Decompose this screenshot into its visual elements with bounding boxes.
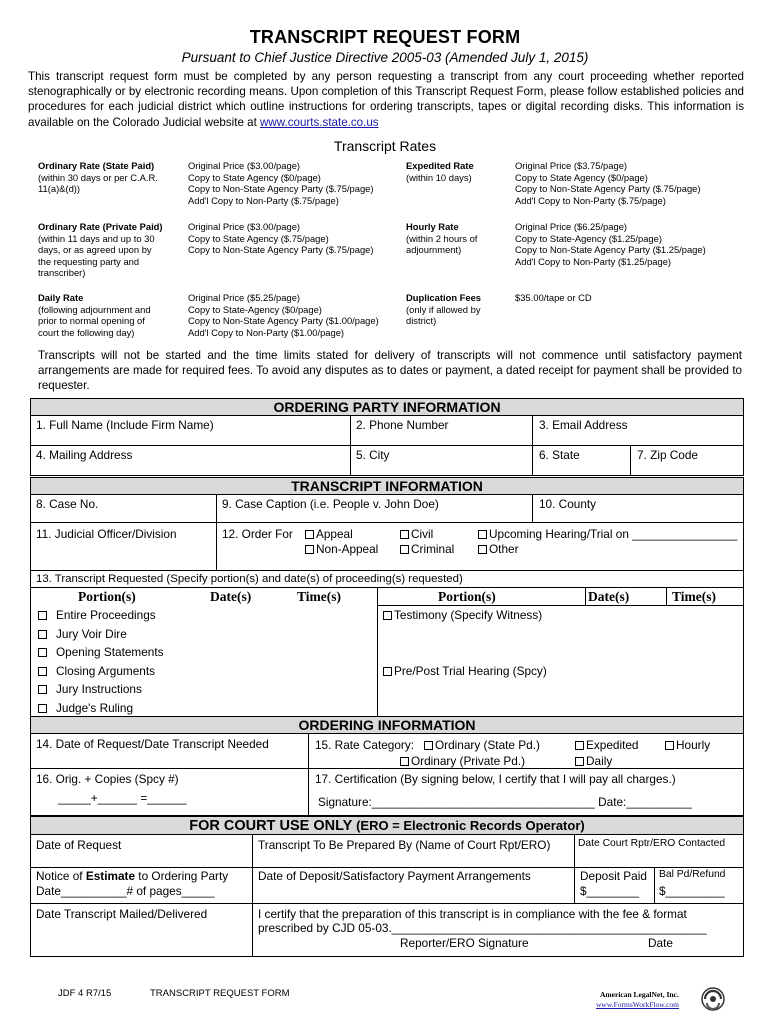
rate-description-line: 11(a)&(d)) [38,183,81,195]
pretrial-hearing-label: Pre/Post Trial Hearing (Spcy) [394,664,547,678]
rate-description-line: (only if allowed by [406,303,481,315]
rate-name: Expedited Rate [406,160,474,171]
checkbox-icon [575,757,584,766]
intro-text: This transcript request form must be completed by any person requesting a transcript from any court proceeding whether reported stenographically or by electronic recording means. Upon completion of this Transcript Request Form, please follow established policies and procedures for each judicial district which outline instructions for ordering transcripts, tapes or digital recording disks. This information is available on the Colorado Judicial website at [28,70,744,129]
checkbox-icon [478,545,487,554]
testimony-label: Testimony (Specify Witness) [394,608,543,622]
certify-text: I certify that the preparation of this transcript is in compliance with the fee & format [258,907,687,921]
rate-label [38,221,183,279]
appeal-checkbox[interactable] [305,527,353,541]
county-field[interactable]: 10. County [539,497,597,511]
portion-checkbox-item[interactable] [38,627,127,641]
date-of-request-field[interactable]: Date of Request [36,838,122,852]
court-use-heading [30,816,744,835]
portion-label: Entire Proceedings [56,608,156,622]
expedited-checkbox[interactable] [575,738,638,752]
portion-checkbox-item[interactable] [38,608,156,622]
other-checkbox[interactable] [478,542,519,556]
date-pages-field[interactable]: Date__________# of pages_____ [36,884,215,898]
notice-estimate-label [36,869,228,883]
transcript-requested-label: 13. Transcript Requested (Specify portion(s) and date(s) of proceeding(s) requested) [36,573,463,585]
rate-description-line: (within 2 hours of [406,232,478,244]
checkbox-icon [383,667,392,676]
city-field[interactable]: 5. City [356,448,390,462]
rate-description-line: adjournment) [406,244,462,256]
rate-label [406,160,511,183]
rate-price-line: Original Price ($3.75/page) [515,160,628,171]
certification-label: 17. Certification (By signing below, I certify that I will pay all charges.) [315,772,676,786]
rate-description-line: prior to normal opening of [38,315,145,327]
checkbox-icon [305,545,314,554]
rate-description-line: transcriber) [38,267,86,279]
case-caption-field[interactable]: 9. Case Caption (i.e. People v. John Doe) [222,497,439,511]
hourly-label: Hourly [676,738,711,752]
civil-label: Civil [411,527,434,541]
courts-website-link[interactable]: www.courts.state.co.us [260,115,379,129]
rate-price-line: Original Price ($5.25/page) [188,292,301,303]
checkbox-icon [38,704,47,713]
checkbox-icon [575,741,584,750]
ordering-info-heading: ORDERING INFORMATION [30,716,744,734]
state-field[interactable]: 6. State [539,448,580,462]
checkbox-icon [38,611,47,620]
portion-label: Jury Voir Dire [56,626,127,641]
checkbox-icon [400,545,409,554]
mailed-delivered-field[interactable]: Date Transcript Mailed/Delivered [36,907,208,921]
checkbox-icon [305,530,314,539]
rate-price-line: Copy to Non-State Agency Party ($.75/page) [188,244,374,256]
checkbox-icon [400,757,409,766]
rate-name: Daily Rate [38,292,84,303]
notice-estimate-bold: Estimate [85,869,136,883]
rate-description-line: (within 30 days or per C.A.R. [38,171,158,183]
checkbox-icon [383,611,392,620]
rate-price-line: Copy to State Agency ($0/page) [188,171,321,183]
rate-prices [515,160,745,206]
case-no-field[interactable]: 8. Case No. [36,497,99,511]
rate-description-line: days, or as agreed upon by [38,244,152,256]
appeal-label: Appeal [316,527,353,541]
rate-prices [188,292,418,338]
bal-pd-label: Bal Pd/Refund [659,869,726,880]
rate-prices [188,160,418,206]
non-appeal-checkbox[interactable] [305,542,378,556]
rate-name: Duplication Fees [406,292,482,303]
logo-company-name: American LegalNet, Inc. [600,990,679,999]
upcoming-hearing-checkbox[interactable] [478,527,737,541]
upcoming-hearing-label: Upcoming Hearing/Trial on ________________ [489,527,738,541]
deposit-paid-label: Deposit Paid [580,869,647,883]
portions-header-right: Portion(s) [438,589,496,604]
daily-label: Daily [586,754,613,768]
payment-notice: Transcripts will not be started and the time limits stated for delivery of transcripts will not commence until satisfactory payment arrangements are made for required fees. To avoid any disputes as to dates or payment, a dated receipt for payment shall be provided to requester. [38,349,742,392]
rate-prices [188,221,418,256]
rate-price-line: Copy to Non-State Agency Party ($1.25/page) [515,244,706,256]
american-legalnet-logo [592,986,732,1012]
deposit-date-field[interactable]: Date of Deposit/Satisfactory Payment Arrangements [258,869,531,883]
date-needed-field[interactable]: 14. Date of Request/Date Transcript Needed [36,737,269,751]
court-use-heading-sub: (ERO = Electronic Records Operator) [356,818,585,833]
page-subtitle: Pursuant to Chief Justice Directive 2005-03 (Amended July 1, 2015) [181,50,589,65]
rate-price-line: Copy to Non-State Agency Party ($.75/page) [515,183,701,195]
testimony-checkbox[interactable] [383,608,542,622]
checkbox-icon [665,741,674,750]
portion-checkbox-item[interactable] [38,701,133,715]
signature-field[interactable]: Signature:__________________________________ Date:__________ [318,795,692,809]
globe-icon [700,986,726,1012]
portion-label: Judge's Ruling [56,701,134,715]
order-for-label: 12. Order For [222,527,293,541]
copies-field[interactable]: _____+______ =______ [58,791,187,805]
form-code: JDF 4 R7/15 [58,988,112,999]
phone-field[interactable]: 2. Phone Number [356,418,449,432]
rate-price-line: Add'l Copy to Non-Party ($1.00/page) [188,326,345,338]
rate-description-line: district) [406,315,437,327]
ordinary-private-label: Ordinary (Private Pd.) [411,754,526,768]
court-use-heading-main: FOR COURT USE ONLY [189,818,353,834]
rate-price-line: Add'l Copy to Non-Party ($.75/page) [515,194,666,206]
portion-checkbox-item[interactable] [38,664,155,678]
reporter-signature-label: Reporter/ERO Signature [400,936,529,950]
prescribed-field[interactable]: prescribed by CJD 05-03.________________________________________________ [258,921,707,935]
rate-category-label: 15. Rate Category: [315,738,415,752]
civil-checkbox[interactable] [400,527,433,541]
rate-label [38,292,183,338]
intro-paragraph [28,69,744,130]
ordering-party-heading: ORDERING PARTY INFORMATION [30,398,744,416]
checkbox-icon [38,630,47,639]
non-appeal-label: Non-Appeal [316,542,379,556]
ordinary-state-label: Ordinary (State Pd.) [435,738,540,752]
checkbox-icon [38,685,47,694]
judicial-officer-field[interactable]: 11. Judicial Officer/Division [36,527,177,541]
full-name-field[interactable]: 1. Full Name (Include Firm Name) [36,418,214,432]
email-field[interactable]: 3. Email Address [539,418,628,432]
footer-form-name: TRANSCRIPT REQUEST FORM [150,988,290,999]
portion-checkbox-item[interactable] [38,645,164,659]
checkbox-icon [38,648,47,657]
rate-price-line: Copy to State Agency ($.75/page) [188,232,329,244]
rate-price-line: Copy to State-Agency ($1.25/page) [515,232,662,244]
rate-price-line: $35.00/tape or CD [515,292,592,303]
rate-label [406,221,511,256]
rate-price-line: Copy to State Agency ($0/page) [515,171,648,183]
rates-title: Transcript Rates [333,138,437,154]
ordinary-state-checkbox[interactable] [424,738,540,752]
ordinary-private-checkbox[interactable] [400,754,525,768]
criminal-checkbox[interactable] [400,542,454,556]
rate-name: Hourly Rate [406,221,459,232]
rate-description-line: (following adjournment and [38,303,151,315]
portion-label: Opening Statements [56,645,164,660]
rate-price-line: Copy to State-Agency ($0/page) [188,303,322,315]
checkbox-icon [38,667,47,676]
prepared-by-field[interactable]: Transcript To Be Prepared By (Name of Court Rpt/ERO) [258,838,551,852]
zip-code-field[interactable]: 7. Zip Code [637,448,698,462]
rate-price-line: Original Price ($3.00/page) [188,160,301,171]
signature-date-label: Date [648,936,673,950]
rate-description-line: court the following day) [38,326,135,338]
dates-header-right: Date(s) [588,589,630,604]
checkbox-icon [424,741,433,750]
portion-label: Jury Instructions [56,682,142,697]
mailing-address-field[interactable]: 4. Mailing Address [36,448,133,462]
transcript-info-heading: TRANSCRIPT INFORMATION [30,477,744,495]
portion-label: Closing Arguments [56,663,156,678]
rate-label [406,292,511,327]
rate-name: Ordinary Rate (State Paid) [38,160,155,171]
logo-url[interactable]: www.FormsWorkFlow.com [596,1000,680,1009]
hourly-checkbox[interactable] [665,738,710,752]
deposit-paid-field[interactable]: $________ [580,884,640,898]
daily-checkbox[interactable] [575,754,612,768]
rate-description-line: (within 10 days) [406,171,472,183]
copies-label: 16. Orig. + Copies (Spcy #) [36,772,179,786]
checkbox-icon [478,530,487,539]
dates-header-left: Date(s) [210,589,252,604]
rate-name: Ordinary Rate (Private Paid) [38,221,163,232]
times-header-right: Time(s) [672,589,716,604]
page-title: TRANSCRIPT REQUEST FORM [249,27,521,47]
checkbox-icon [400,530,409,539]
pretrial-hearing-checkbox[interactable] [383,664,547,678]
rate-price-line: Original Price ($6.25/page) [515,221,628,232]
rate-prices [515,221,745,267]
rate-price-line: Add'l Copy to Non-Party ($1.25/page) [515,255,672,267]
rate-price-line: Add'l Copy to Non-Party ($.75/page) [188,194,339,206]
times-header-left: Time(s) [297,589,341,604]
notice-estimate-pre: Notice of [36,869,86,883]
rate-label [38,160,183,195]
bal-pd-field[interactable]: $_________ [659,884,725,898]
notice-estimate-post: to Ordering Party [135,869,229,883]
rate-description-line: (within 11 days and up to 30 [38,232,155,244]
date-contacted-field[interactable]: Date Court Rptr/ERO Contacted [578,838,726,849]
portion-checkbox-item[interactable] [38,682,142,696]
rate-price-line: Copy to Non-State Agency Party ($.75/page) [188,183,374,195]
criminal-label: Criminal [411,542,455,556]
rate-description-line: the requesting party and [38,255,140,267]
expedited-label: Expedited [586,738,639,752]
rate-price-line: Original Price ($3.00/page) [188,221,301,232]
rate-prices [515,292,745,304]
other-label: Other [489,542,519,556]
rate-price-line: Copy to Non-State Agency Party ($1.00/page) [188,315,379,327]
portions-header-left: Portion(s) [78,589,136,604]
